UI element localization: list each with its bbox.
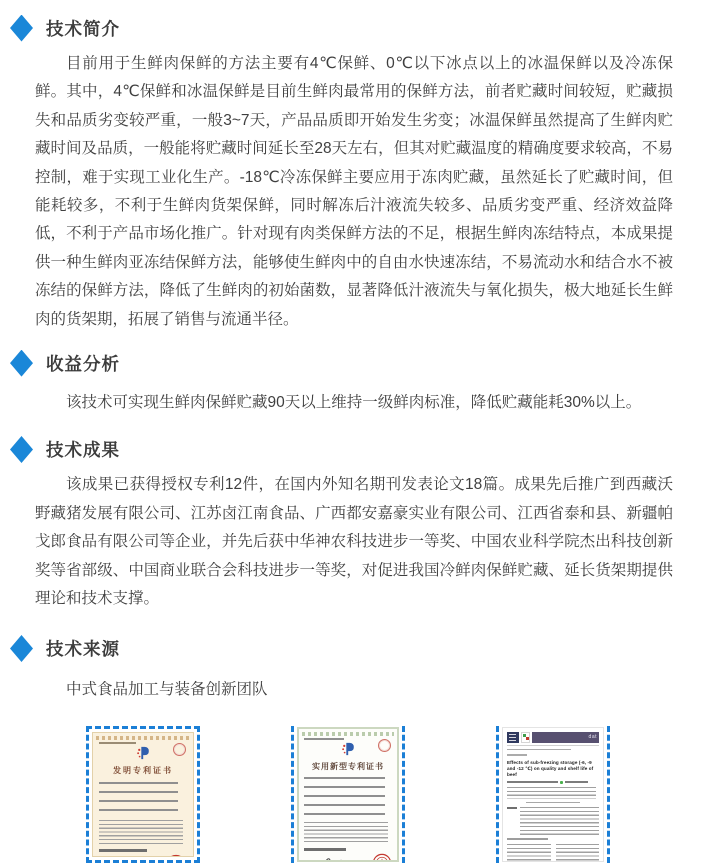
diamond-bullet-icon: [10, 436, 33, 463]
signature-scribble: [314, 856, 344, 862]
affiliations-block: [507, 787, 596, 799]
certificate-field-lines: [304, 777, 385, 819]
paper-page: [502, 727, 604, 862]
section-paragraph: 该技术可实现生鲜肉保鲜贮藏90天以上维持一级鲜肉标准，降低贮藏能耗30%以上。: [66, 394, 642, 412]
attachment-thumbnails-row: [86, 726, 610, 866]
section-title: 技术来源: [46, 639, 120, 659]
society-logo-icon: [521, 732, 530, 743]
border-ornament: [302, 732, 394, 736]
authors-line: [507, 781, 599, 784]
journal-logo-icon: [507, 732, 519, 743]
diamond-bullet-icon: [10, 635, 33, 662]
signature-block: [304, 856, 344, 862]
publisher-banner: dat: [532, 732, 599, 743]
diamond-bullet-icon: [10, 15, 33, 42]
history-line: [526, 802, 579, 803]
abstract-row: [507, 807, 599, 835]
certificate-body-text: [304, 822, 388, 844]
border-ornament: [96, 736, 190, 740]
cnipa-patent-logo-icon: [136, 745, 151, 761]
orcid-icon: [560, 781, 563, 784]
section-header: [10, 348, 708, 378]
section-title: 技术成果: [46, 439, 120, 460]
cnipa-patent-logo-icon: [341, 741, 356, 757]
citation-line: [507, 749, 571, 751]
journal-paper-thumbnail[interactable]: [496, 726, 610, 863]
certificate-paper: [92, 732, 194, 857]
column-left: [507, 844, 551, 862]
certificate-number-line: [99, 742, 136, 744]
section-paragraph: 该成果已获得授权专利12件，在国内外知名期刊发表论文18篇。成果先后推广到西藏沃野藏猪发展有限公司、江苏卤江南食品、广西都安嘉豪实业有限公司、江西省泰和县、新疆帕戈郎食品有限公司等企业，并先后获中华神农科技进步一等奖、中国农业科学院杰出科技创新奖等省部级、中国商业联合会科技进步一等奖，对促进我国冷鲜肉保鲜贮藏、延长货架期提供理论和技术支撑。: [35, 476, 673, 608]
signature-labels: [304, 860, 312, 862]
section-tech-intro: [0, 13, 708, 334]
certificate-logo-row: [99, 745, 187, 762]
section-title: 收益分析: [46, 353, 120, 374]
certificate-field-lines: [99, 782, 178, 816]
section-paragraph: 中式食品加工与装备创新团队: [66, 680, 268, 698]
certificate-bottom-row: [99, 854, 187, 857]
certificate-logo-row: [304, 741, 392, 758]
certificate-bottom-row: [304, 853, 392, 862]
diamond-bullet-icon: [10, 350, 33, 377]
column-right: [556, 844, 600, 862]
certificate-body-text: [99, 820, 183, 845]
header-rule: [507, 745, 599, 746]
certificate-title: 实用新型专利证书: [312, 761, 384, 771]
section-tech-source: [0, 634, 708, 704]
section-header: [10, 13, 708, 43]
paper-title: Effects of sub-freezing storage (-6, -9 and -12 ℃) on quality and shelf life of beef: [507, 759, 594, 777]
certificate-footer-strip: [99, 849, 147, 852]
body-columns: [507, 844, 599, 862]
abstract-label: [507, 807, 517, 809]
utility-model-certificate-thumbnail[interactable]: [291, 726, 405, 863]
certificate-number-line: [304, 738, 344, 740]
section-paragraph: 目前用于生鲜肉保鲜的方法主要有4℃保鲜、0℃以下冰点以上的冰温保鲜以及冷冻保鲜。其中，4℃保鲜和冰温保鲜是目前生鲜肉最常用的保鲜方法，前者贮藏时间较短，贮藏损失和品质劣变较严重，一般3~7天，产品品质即开始发生劣变；冰温保鲜虽然提高了生鲜肉贮藏时间及品质，一般能将贮藏时间延长至28天左右，但其对贮藏温度的精确度要求较高，不易控制，难于实现工业化生产。-18℃冷冻保鲜主要应用于冻肉贮藏，虽然延长了贮藏时间，但能耗较多，不利于生鲜肉货架保鲜，同时解冻后汁液流失较多、品质劣变严重、经济效益降低，不利于产品市场化推广。针对现有肉类保鲜方法的不足，根据生鲜肉冻结特点，本成果提供一种生鲜肉亚冻结保鲜方法，能够使生鲜肉中的自由水快速冻结，不易流动水和结合水不被冻结的保鲜方法，降低了生鲜肉的初始菌数，显著降低汁液流失与氧化损失，极大地延长生鲜肉的货架期，拓展了销售与流通半径。: [35, 55, 673, 328]
section-benefit-analysis: [0, 348, 708, 417]
red-stamp-icon: [378, 739, 391, 752]
national-emblem-seal-icon: [165, 854, 187, 857]
journal-header: [507, 732, 599, 743]
invention-patent-certificate-thumbnail[interactable]: [86, 726, 200, 863]
section-header: [10, 434, 708, 464]
section-tech-achievements: [0, 434, 708, 613]
certificate-title: 发明专利证书: [113, 765, 173, 775]
section-title: 技术简介: [46, 18, 120, 39]
certificate-footer-strip: [304, 848, 346, 851]
red-stamp-icon: [173, 743, 186, 756]
certificate-paper: [297, 727, 399, 862]
national-emblem-seal-icon: [372, 853, 392, 862]
abstract-text: [520, 807, 599, 835]
article-type-label: [507, 754, 527, 756]
section-header: [10, 634, 708, 664]
keywords-line: [507, 838, 548, 840]
